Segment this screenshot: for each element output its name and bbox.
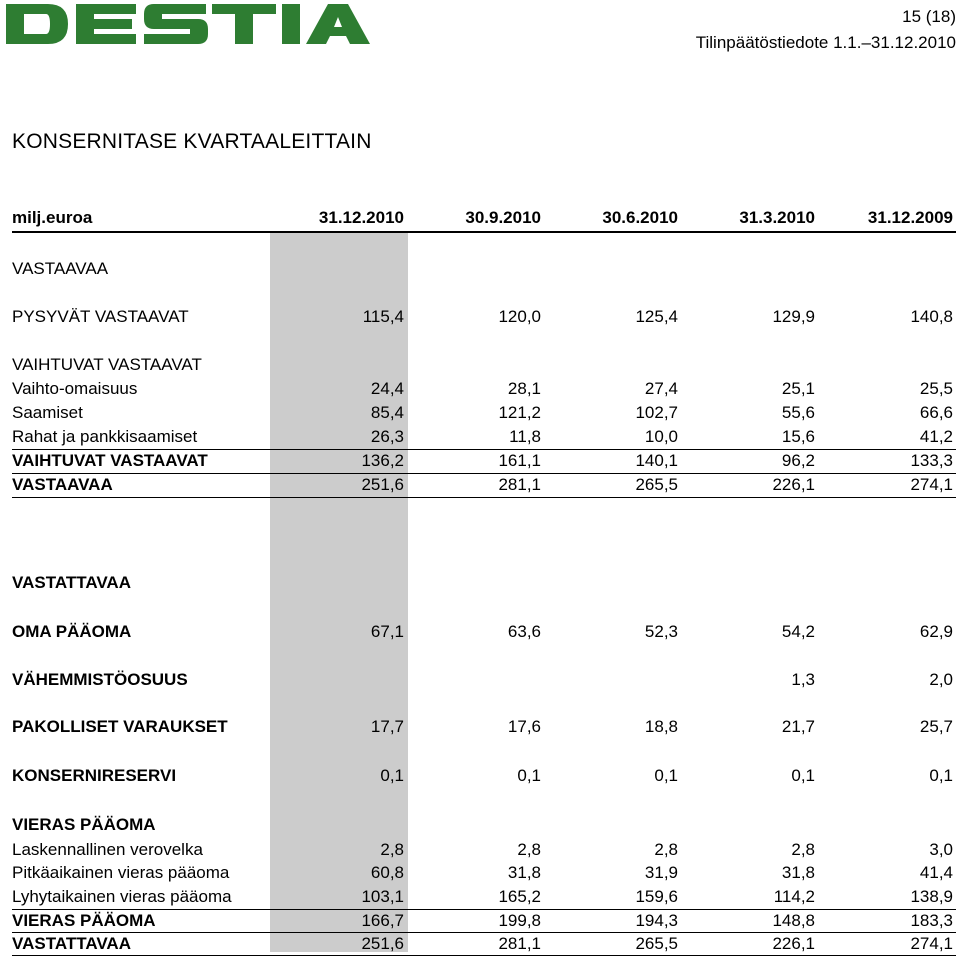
destia-logo [4,2,372,46]
period-header: 31.12.2009 [867,208,953,227]
cell-value: 41,4 [919,863,953,882]
cell-value: 52,3 [644,622,678,641]
cell-value: 159,6 [635,887,678,906]
cell-value: 115,4 [362,307,404,326]
cell-value: 148,8 [772,911,815,930]
table-row [0,716,960,738]
cell-value: 0,1 [517,766,541,785]
table-row [0,910,960,932]
row-label: VASTATTAVAA [12,573,131,592]
cell-value: 2,8 [654,840,678,859]
cell-value: 10,0 [644,427,678,446]
cell-value: 114,2 [773,887,815,906]
cell-value: 0,1 [654,766,678,785]
cell-value: 102,7 [635,403,678,422]
cell-value: 27,4 [644,379,678,398]
row-label: Pitkäaikainen vieras pääoma [12,863,230,882]
period-header: 30.9.2010 [465,208,541,227]
unit-label: milj.euroa [12,208,93,227]
cell-value: 2,8 [380,840,404,859]
cell-value: 161,1 [498,451,541,470]
cell-value: 17,7 [370,717,404,736]
cell-value: 67,1 [370,622,404,641]
cell-value: 18,8 [644,717,678,736]
cell-value: 138,9 [910,887,953,906]
cell-value: 281,1 [498,934,541,953]
table-row [0,258,960,280]
cell-value: 140,8 [910,307,953,326]
table-row [0,621,960,643]
period-header: 31.12.2010 [318,208,404,227]
header-rule [12,231,956,233]
table-row [0,306,960,328]
cell-value: 28,1 [507,379,541,398]
cell-value: 165,2 [498,887,541,906]
cell-value: 2,8 [517,840,541,859]
row-label: Lyhytaikainen vieras pääoma [12,887,232,906]
table-row [0,862,960,884]
cell-value: 140,1 [635,451,678,470]
cell-value: 251,6 [361,934,404,953]
document-title: KONSERNITASE KVARTAALEITTAIN [12,130,372,153]
row-label: Vaihto-omaisuus [12,379,138,398]
cell-value: 166,7 [361,911,404,930]
table-row [0,474,960,496]
table-row [0,933,960,955]
cell-value: 2,0 [929,670,953,689]
column-header-row [0,207,960,229]
row-label: KONSERNIRESERVI [12,766,177,785]
cell-value: 183,3 [910,911,953,930]
cell-value: 194,3 [635,911,678,930]
row-label: VÄHEMMISTÖOSUUS [12,670,188,689]
cell-value: 136,2 [361,451,404,470]
cell-value: 62,9 [919,622,953,641]
row-label: Laskennallinen verovelka [12,840,203,859]
cell-value: 55,6 [781,403,815,422]
table-row [0,378,960,400]
cell-value: 31,8 [507,863,541,882]
cell-value: 15,6 [781,427,815,446]
row-label: Saamiset [12,403,83,422]
cell-value: 133,3 [910,451,953,470]
cell-value: 103,1 [361,887,404,906]
row-divider [12,955,956,956]
row-label: VASTATTAVAA [12,934,131,953]
page-number: 15 (18) [902,7,956,26]
table-row [0,839,960,861]
cell-value: 25,7 [919,717,953,736]
row-label: VIERAS PÄÄOMA [12,911,156,930]
cell-value: 31,8 [781,863,815,882]
table-row [0,402,960,424]
cell-value: 21,7 [781,717,815,736]
cell-value: 265,5 [635,934,678,953]
cell-value: 0,1 [380,766,404,785]
row-label: VASTAAVAA [12,475,113,494]
table-row [0,450,960,472]
cell-value: 26,3 [370,427,404,446]
cell-value: 251,6 [361,475,404,494]
cell-value: 63,6 [507,622,541,641]
cell-value: 226,1 [772,934,815,953]
cell-value: 120,0 [498,307,541,326]
cell-value: 1,3 [791,670,815,689]
row-label: PYSYVÄT VASTAAVAT [12,307,189,326]
page-header [696,4,956,56]
cell-value: 54,2 [781,622,815,641]
cell-value: 199,8 [498,911,541,930]
row-divider [12,497,956,498]
row-label: Rahat ja pankkisaamiset [12,427,198,446]
cell-value: 25,1 [781,379,815,398]
cell-value: 25,5 [919,379,953,398]
cell-value: 96,2 [781,451,815,470]
cell-value: 3,0 [929,840,953,859]
report-title: Tilinpäätöstiedote 1.1.–31.12.2010 [695,33,956,52]
cell-value: 281,1 [498,475,541,494]
table-row [0,354,960,376]
cell-value: 265,5 [635,475,678,494]
cell-value: 0,1 [929,766,953,785]
cell-value: 17,6 [507,717,541,736]
cell-value: 41,2 [919,427,953,446]
period-header: 30.6.2010 [602,208,678,227]
cell-value: 2,8 [791,840,815,859]
row-label: VAIHTUVAT VASTAAVAT [12,355,202,374]
table-row [0,572,960,594]
cell-value: 274,1 [910,934,953,953]
cell-value: 274,1 [910,475,953,494]
row-label: VAIHTUVAT VASTAAVAT [12,451,208,470]
cell-value: 66,6 [919,403,953,422]
cell-value: 0,1 [791,766,815,785]
row-label: OMA PÄÄOMA [12,622,132,641]
cell-value: 60,8 [370,863,404,882]
row-label: VASTAAVAA [12,259,109,278]
cell-value: 31,9 [644,863,678,882]
cell-value: 226,1 [772,475,815,494]
table-row [0,886,960,908]
table-row [0,426,960,448]
table-row [0,765,960,787]
cell-value: 24,4 [370,379,404,398]
cell-value: 11,8 [509,427,541,446]
cell-value: 121,2 [498,403,541,422]
cell-value: 125,4 [635,307,678,326]
table-row [0,814,960,836]
row-label: PAKOLLISET VARAUKSET [12,717,228,736]
cell-value: 85,4 [370,403,404,422]
cell-value: 129,9 [772,307,815,326]
table-row [0,669,960,691]
period-header: 31.3.2010 [739,208,815,227]
row-label: VIERAS PÄÄOMA [12,815,156,834]
